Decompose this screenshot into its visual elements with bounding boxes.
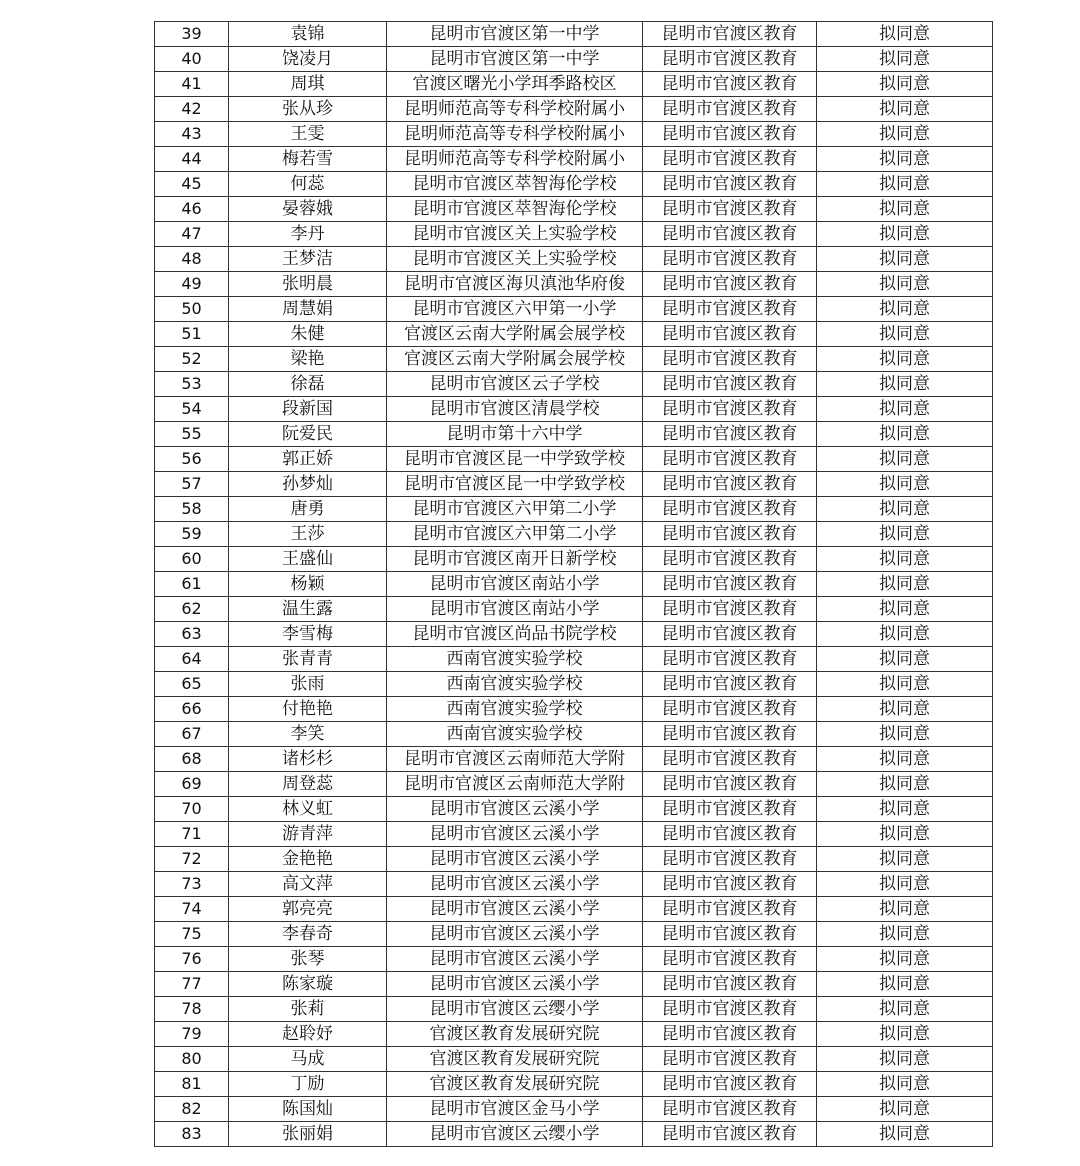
row-number: 52 [155,347,229,372]
row-number: 58 [155,497,229,522]
approval-status: 拟同意 [817,722,993,747]
approval-status: 拟同意 [817,697,993,722]
table-row [155,272,993,297]
department-name: 昆明市官渡区教育 [643,622,817,647]
approval-status: 拟同意 [817,372,993,397]
department-name: 昆明市官渡区教育 [643,672,817,697]
approval-status: 拟同意 [817,1122,993,1147]
teacher-name: 诸杉杉 [229,747,387,772]
department-name: 昆明市官渡区教育 [643,1022,817,1047]
row-number: 81 [155,1072,229,1097]
row-number: 65 [155,672,229,697]
approval-status: 拟同意 [817,897,993,922]
approval-status: 拟同意 [817,772,993,797]
row-number: 74 [155,897,229,922]
department-name: 昆明市官渡区教育 [643,122,817,147]
approval-status: 拟同意 [817,997,993,1022]
school-name: 昆明师范高等专科学校附属小 [387,122,643,147]
department-name: 昆明市官渡区教育 [643,547,817,572]
row-number: 54 [155,397,229,422]
row-number: 45 [155,172,229,197]
row-number: 50 [155,297,229,322]
table-row [155,772,993,797]
school-name: 官渡区曙光小学珥季路校区 [387,72,643,97]
row-number: 41 [155,72,229,97]
school-name: 昆明市官渡区云缨小学 [387,997,643,1022]
department-name: 昆明市官渡区教育 [643,272,817,297]
school-name: 昆明市官渡区南站小学 [387,597,643,622]
school-name: 昆明市官渡区云溪小学 [387,822,643,847]
approval-status: 拟同意 [817,1097,993,1122]
table-row [155,672,993,697]
table-row [155,1022,993,1047]
teacher-name: 饶凌月 [229,47,387,72]
table-row [155,147,993,172]
teacher-list-table [154,21,993,1147]
teacher-name: 游青萍 [229,822,387,847]
teacher-name: 李雪梅 [229,622,387,647]
table-row [155,622,993,647]
department-name: 昆明市官渡区教育 [643,247,817,272]
table-row [155,372,993,397]
row-number: 64 [155,647,229,672]
table-row [155,247,993,272]
school-name: 昆明市官渡区云溪小学 [387,847,643,872]
table-row [155,922,993,947]
table-row [155,172,993,197]
table-row [155,1097,993,1122]
row-number: 61 [155,572,229,597]
approval-status: 拟同意 [817,72,993,97]
teacher-name: 赵聆妤 [229,1022,387,1047]
teacher-name: 王雯 [229,122,387,147]
approval-status: 拟同意 [817,22,993,47]
department-name: 昆明市官渡区教育 [643,522,817,547]
teacher-name: 梅若雪 [229,147,387,172]
school-name: 昆明市官渡区第一中学 [387,47,643,72]
table-row [155,72,993,97]
teacher-name: 张莉 [229,997,387,1022]
school-name: 昆明市官渡区第一中学 [387,22,643,47]
table-row [155,522,993,547]
teacher-name: 袁锦 [229,22,387,47]
table-row [155,1072,993,1097]
approval-status: 拟同意 [817,447,993,472]
table-row [155,297,993,322]
row-number: 46 [155,197,229,222]
school-name: 官渡区云南大学附属会展学校 [387,347,643,372]
department-name: 昆明市官渡区教育 [643,172,817,197]
approval-status: 拟同意 [817,347,993,372]
school-name: 昆明市官渡区云溪小学 [387,872,643,897]
school-name: 西南官渡实验学校 [387,697,643,722]
school-name: 昆明师范高等专科学校附属小 [387,147,643,172]
teacher-name: 林义虹 [229,797,387,822]
teacher-name: 郭正娇 [229,447,387,472]
approval-status: 拟同意 [817,97,993,122]
table-row [155,472,993,497]
teacher-name: 张雨 [229,672,387,697]
table-body [155,22,993,1147]
approval-status: 拟同意 [817,497,993,522]
table-row [155,822,993,847]
table-row [155,222,993,247]
teacher-name: 朱健 [229,322,387,347]
table-row [155,1122,993,1147]
department-name: 昆明市官渡区教育 [643,97,817,122]
school-name: 昆明市官渡区云子学校 [387,372,643,397]
approval-status: 拟同意 [817,322,993,347]
table-row [155,547,993,572]
table-row [155,872,993,897]
teacher-name: 何蕊 [229,172,387,197]
approval-status: 拟同意 [817,847,993,872]
approval-status: 拟同意 [817,222,993,247]
table-row [155,797,993,822]
department-name: 昆明市官渡区教育 [643,597,817,622]
approval-status: 拟同意 [817,822,993,847]
row-number: 75 [155,922,229,947]
approval-status: 拟同意 [817,1022,993,1047]
teacher-name: 丁励 [229,1072,387,1097]
school-name: 昆明市官渡区萃智海伦学校 [387,172,643,197]
table-row [155,972,993,997]
department-name: 昆明市官渡区教育 [643,197,817,222]
teacher-name: 孙梦灿 [229,472,387,497]
approval-status: 拟同意 [817,622,993,647]
table-row [155,47,993,72]
department-name: 昆明市官渡区教育 [643,847,817,872]
row-number: 80 [155,1047,229,1072]
department-name: 昆明市官渡区教育 [643,447,817,472]
department-name: 昆明市官渡区教育 [643,222,817,247]
row-number: 68 [155,747,229,772]
teacher-name: 王梦洁 [229,247,387,272]
table-row [155,322,993,347]
school-name: 西南官渡实验学校 [387,722,643,747]
row-number: 76 [155,947,229,972]
department-name: 昆明市官渡区教育 [643,772,817,797]
teacher-name: 郭亮亮 [229,897,387,922]
department-name: 昆明市官渡区教育 [643,822,817,847]
table-row [155,97,993,122]
approval-status: 拟同意 [817,947,993,972]
school-name: 昆明市官渡区云缨小学 [387,1122,643,1147]
row-number: 51 [155,322,229,347]
table-row [155,497,993,522]
teacher-name: 马成 [229,1047,387,1072]
row-number: 55 [155,422,229,447]
department-name: 昆明市官渡区教育 [643,147,817,172]
row-number: 40 [155,47,229,72]
table-row [155,597,993,622]
approval-status: 拟同意 [817,1072,993,1097]
teacher-name: 梁艳 [229,347,387,372]
teacher-name: 张从珍 [229,97,387,122]
table-row [155,22,993,47]
approval-status: 拟同意 [817,122,993,147]
teacher-name: 杨颖 [229,572,387,597]
row-number: 47 [155,222,229,247]
row-number: 67 [155,722,229,747]
table-row [155,1047,993,1072]
department-name: 昆明市官渡区教育 [643,347,817,372]
row-number: 66 [155,697,229,722]
school-name: 官渡区教育发展研究院 [387,1022,643,1047]
row-number: 57 [155,472,229,497]
approval-status: 拟同意 [817,297,993,322]
department-name: 昆明市官渡区教育 [643,697,817,722]
teacher-name: 张明晨 [229,272,387,297]
department-name: 昆明市官渡区教育 [643,1122,817,1147]
approval-status: 拟同意 [817,272,993,297]
school-name: 昆明市官渡区六甲第二小学 [387,497,643,522]
table-row [155,947,993,972]
school-name: 昆明市官渡区六甲第二小学 [387,522,643,547]
department-name: 昆明市官渡区教育 [643,422,817,447]
teacher-name: 李笑 [229,722,387,747]
teacher-name: 陈国灿 [229,1097,387,1122]
table-row [155,422,993,447]
approval-status: 拟同意 [817,422,993,447]
school-name: 官渡区云南大学附属会展学校 [387,322,643,347]
row-number: 59 [155,522,229,547]
row-number: 43 [155,122,229,147]
school-name: 西南官渡实验学校 [387,672,643,697]
department-name: 昆明市官渡区教育 [643,647,817,672]
approval-status: 拟同意 [817,747,993,772]
school-name: 昆明市官渡区云溪小学 [387,797,643,822]
row-number: 77 [155,972,229,997]
school-name: 昆明师范高等专科学校附属小 [387,97,643,122]
department-name: 昆明市官渡区教育 [643,997,817,1022]
row-number: 39 [155,22,229,47]
department-name: 昆明市官渡区教育 [643,747,817,772]
row-number: 49 [155,272,229,297]
teacher-name: 李春奇 [229,922,387,947]
row-number: 72 [155,847,229,872]
approval-status: 拟同意 [817,547,993,572]
row-number: 56 [155,447,229,472]
approval-status: 拟同意 [817,522,993,547]
row-number: 69 [155,772,229,797]
teacher-name: 晏蓉娥 [229,197,387,222]
row-number: 60 [155,547,229,572]
school-name: 官渡区教育发展研究院 [387,1072,643,1097]
department-name: 昆明市官渡区教育 [643,572,817,597]
approval-status: 拟同意 [817,797,993,822]
table-row [155,997,993,1022]
teacher-name: 温生露 [229,597,387,622]
table-row [155,647,993,672]
teacher-name: 陈家璇 [229,972,387,997]
department-name: 昆明市官渡区教育 [643,797,817,822]
approval-status: 拟同意 [817,47,993,72]
table-row [155,847,993,872]
department-name: 昆明市官渡区教育 [643,1047,817,1072]
school-name: 昆明市官渡区六甲第一小学 [387,297,643,322]
table-row [155,397,993,422]
row-number: 83 [155,1122,229,1147]
table-row [155,697,993,722]
table-row [155,347,993,372]
row-number: 78 [155,997,229,1022]
table-row [155,722,993,747]
department-name: 昆明市官渡区教育 [643,47,817,72]
teacher-name: 金艳艳 [229,847,387,872]
teacher-name: 周登蕊 [229,772,387,797]
school-name: 昆明市官渡区南开日新学校 [387,547,643,572]
approval-status: 拟同意 [817,472,993,497]
department-name: 昆明市官渡区教育 [643,1072,817,1097]
approval-status: 拟同意 [817,597,993,622]
department-name: 昆明市官渡区教育 [643,297,817,322]
school-name: 昆明市官渡区海贝滇池华府俊 [387,272,643,297]
table-row [155,197,993,222]
school-name: 昆明市官渡区云南师范大学附 [387,772,643,797]
approval-status: 拟同意 [817,922,993,947]
approval-status: 拟同意 [817,572,993,597]
table-row [155,572,993,597]
school-name: 昆明市官渡区金马小学 [387,1097,643,1122]
department-name: 昆明市官渡区教育 [643,397,817,422]
teacher-name: 周琪 [229,72,387,97]
department-name: 昆明市官渡区教育 [643,947,817,972]
department-name: 昆明市官渡区教育 [643,497,817,522]
department-name: 昆明市官渡区教育 [643,722,817,747]
teacher-name: 张青青 [229,647,387,672]
table-row [155,747,993,772]
department-name: 昆明市官渡区教育 [643,922,817,947]
school-name: 昆明市官渡区关上实验学校 [387,247,643,272]
school-name: 官渡区教育发展研究院 [387,1047,643,1072]
teacher-name: 阮爱民 [229,422,387,447]
school-name: 昆明市官渡区云溪小学 [387,922,643,947]
approval-status: 拟同意 [817,147,993,172]
school-name: 昆明市官渡区云南师范大学附 [387,747,643,772]
teacher-name: 王莎 [229,522,387,547]
row-number: 48 [155,247,229,272]
department-name: 昆明市官渡区教育 [643,472,817,497]
school-name: 昆明市官渡区昆一中学致学校 [387,447,643,472]
row-number: 62 [155,597,229,622]
school-name: 昆明市官渡区南站小学 [387,572,643,597]
department-name: 昆明市官渡区教育 [643,972,817,997]
department-name: 昆明市官渡区教育 [643,1097,817,1122]
school-name: 昆明市官渡区关上实验学校 [387,222,643,247]
teacher-name: 段新国 [229,397,387,422]
row-number: 73 [155,872,229,897]
approval-status: 拟同意 [817,247,993,272]
department-name: 昆明市官渡区教育 [643,897,817,922]
table-row [155,122,993,147]
school-name: 昆明市官渡区昆一中学致学校 [387,472,643,497]
school-name: 昆明市官渡区清晨学校 [387,397,643,422]
teacher-name: 徐磊 [229,372,387,397]
department-name: 昆明市官渡区教育 [643,72,817,97]
school-name: 昆明市官渡区尚品书院学校 [387,622,643,647]
row-number: 63 [155,622,229,647]
school-name: 昆明市第十六中学 [387,422,643,447]
teacher-name: 张丽娟 [229,1122,387,1147]
department-name: 昆明市官渡区教育 [643,372,817,397]
school-name: 昆明市官渡区萃智海伦学校 [387,197,643,222]
school-name: 昆明市官渡区云溪小学 [387,972,643,997]
teacher-name: 张琴 [229,947,387,972]
row-number: 71 [155,822,229,847]
approval-status: 拟同意 [817,672,993,697]
row-number: 70 [155,797,229,822]
department-name: 昆明市官渡区教育 [643,322,817,347]
approval-status: 拟同意 [817,647,993,672]
teacher-name: 李丹 [229,222,387,247]
approval-status: 拟同意 [817,172,993,197]
approval-status: 拟同意 [817,972,993,997]
department-name: 昆明市官渡区教育 [643,872,817,897]
row-number: 79 [155,1022,229,1047]
row-number: 53 [155,372,229,397]
table-row [155,447,993,472]
approval-status: 拟同意 [817,197,993,222]
teacher-name: 王盛仙 [229,547,387,572]
approval-status: 拟同意 [817,872,993,897]
school-name: 昆明市官渡区云溪小学 [387,947,643,972]
teacher-name: 付艳艳 [229,697,387,722]
school-name: 西南官渡实验学校 [387,647,643,672]
table-row [155,897,993,922]
teacher-name: 唐勇 [229,497,387,522]
department-name: 昆明市官渡区教育 [643,22,817,47]
teacher-name: 周慧娟 [229,297,387,322]
approval-status: 拟同意 [817,397,993,422]
row-number: 82 [155,1097,229,1122]
row-number: 42 [155,97,229,122]
approval-status: 拟同意 [817,1047,993,1072]
school-name: 昆明市官渡区云溪小学 [387,897,643,922]
teacher-name: 高文萍 [229,872,387,897]
row-number: 44 [155,147,229,172]
